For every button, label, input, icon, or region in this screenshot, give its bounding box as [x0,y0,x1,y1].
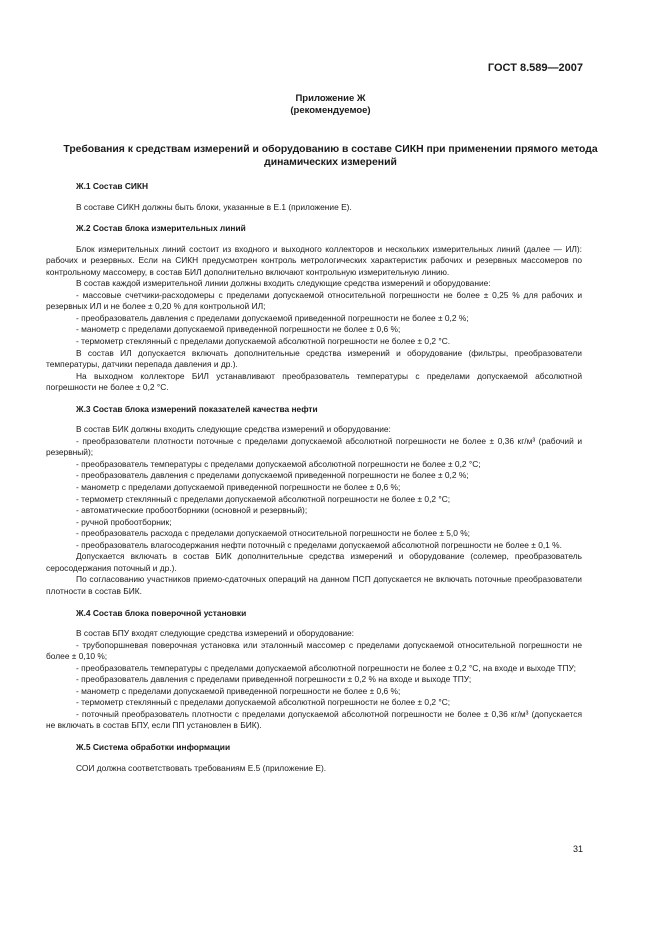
list-item: - манометр с пределами допускаемой приведенной погрешности не более ± 0,6 %; [76,685,401,696]
paragraph: В состав ИЛ допускается включать дополнительные средства измерений и оборудование (фильтры, преобразователи температуры, датчики перепада давления и др.). [46,347,582,370]
list-item: - преобразователь давления с пределами допускаемой приведенной погрешности не более ± 0,2 %; [76,312,469,323]
section-heading: Ж.2 Состав блока измерительных линий [76,223,246,234]
paragraph: В составе СИКН должны быть блоки, указанные в Е.1 (приложение Е). [76,201,352,212]
list-item: - термометр стеклянный с пределами допускаемой абсолютной погрешности не более ± 0,2 °С. [76,336,451,347]
paragraph: В состав БИК должны входить следующие средства измерений и оборудование: [76,424,391,435]
list-item: - манометр с пределами допускаемой приведенной погрешности не более ± 0,6 %; [76,324,401,335]
paragraph: СОИ должна соответствовать требованиям Е.5 (приложение Е). [76,762,327,773]
paragraph: Блок измерительных линий состоит из входного и выходного коллекторов и нескольких измерительных линий (далее — ИЛ): рабочих и резервных. Если на СИКН предусмотрен контроль метрологических характеристик рабочих и резервных массомеров по контрольному массомеру, в состав БИЛ дополнительно включают контрольную измерительную линию. [46,243,582,277]
list-item: - термометр стеклянный с пределами допускаемой абсолютной погрешности не более ± 0,2 °С; [76,697,451,708]
list-item: - трубопоршневая поверочная установка или эталонный массомер с пределами допускаемой относительной погрешности не более ± 0,10 %; [46,639,582,662]
list-item: - преобразователь температуры с пределами допускаемой абсолютной погрешности не более ± 0,2 °С; [76,458,481,469]
annex-title: Приложение Ж [295,93,366,104]
list-item: - манометр с пределами допускаемой приведенной погрешности не более ± 0,6 %; [76,482,401,493]
list-item: - преобразователь давления с пределами допускаемой приведенной погрешности не более ± 0,2 %; [76,470,469,481]
list-item: - автоматические пробоотборники (основной и резервный); [76,505,308,516]
paragraph: По согласованию участников приемо-сдаточных операций на данном ПСП допускается не включать поточные преобразователи плотности в состав БИК. [46,574,582,596]
list-item: - преобразователи плотности поточные с пределами допускаемой абсолютной погрешности не более ± 0,36 кг/м³ (рабочий и резервный); [46,435,582,458]
section-heading: Ж.5 Система обработки информации [76,741,231,752]
annex-status: (рекомендуемое) [290,105,371,116]
paragraph: В состав БПУ входят следующие средства измерений и оборудование: [76,628,354,639]
document-title: Требования к средствам измерений и оборудованию в составе СИКН при применении прямого метода динамических измерений [63,144,598,168]
list-item: - преобразователь расхода с пределами допускаемой относительной погрешности не более ± 5,0 %; [76,528,470,539]
section-heading: Ж.1 Состав СИКН [76,181,149,191]
list-item: - преобразователь давления с пределами приведенной погрешности ± 0,2 % на входе и выходе ТПУ; [76,674,472,685]
document-body [46,181,582,774]
section-heading: Ж.3 Состав блока измерений показателей качества нефти [76,403,318,414]
standard-header: ГОСТ 8.589—2007 [487,62,583,74]
list-item: - преобразователь влагосодержания нефти поточный с пределами допускаемой абсолютной погрешности не более ± 0,1 %. [76,539,562,550]
paragraph: В состав каждой измерительной линии должны входить следующие средства измерений и оборудование: [76,278,491,289]
list-item: - термометр стеклянный с пределами допускаемой абсолютной погрешности не более ± 0,2 °С; [76,493,451,504]
page-number: 31 [572,844,583,854]
list-item: - ручной пробоотборник; [76,516,172,527]
list-item: - преобразователь температуры с пределами допускаемой абсолютной погрешности не более ± 0,2 °С, на входе и выходе ТПУ; [76,662,576,673]
list-item: - массовые счетчики-расходомеры с пределами допускаемой относительной погрешности не более ± 0,25 % для рабочих и резервных ИЛ и не более ± 0,20 % для контрольной ИЛ; [46,289,582,312]
paragraph: На выходном коллекторе БИЛ устанавливают преобразователь температуры с пределами допускаемой абсолютной погрешности не более ± 0,2 °С. [46,370,582,393]
section-heading: Ж.4 Состав блока поверочной установки [76,607,247,618]
annex-heading [0,93,661,117]
paragraph: Допускается включать в состав БИК дополнительные средства измерений и оборудование (солемер, преобразователь серосодержания поточный и др.). [46,551,582,573]
list-item: - поточный преобразователь плотности с пределами допускаемой абсолютной погрешности не более ± 0,36 кг/м³ (допускается не включать в состав БПУ, если ПП установлен в БИК). [46,708,582,731]
